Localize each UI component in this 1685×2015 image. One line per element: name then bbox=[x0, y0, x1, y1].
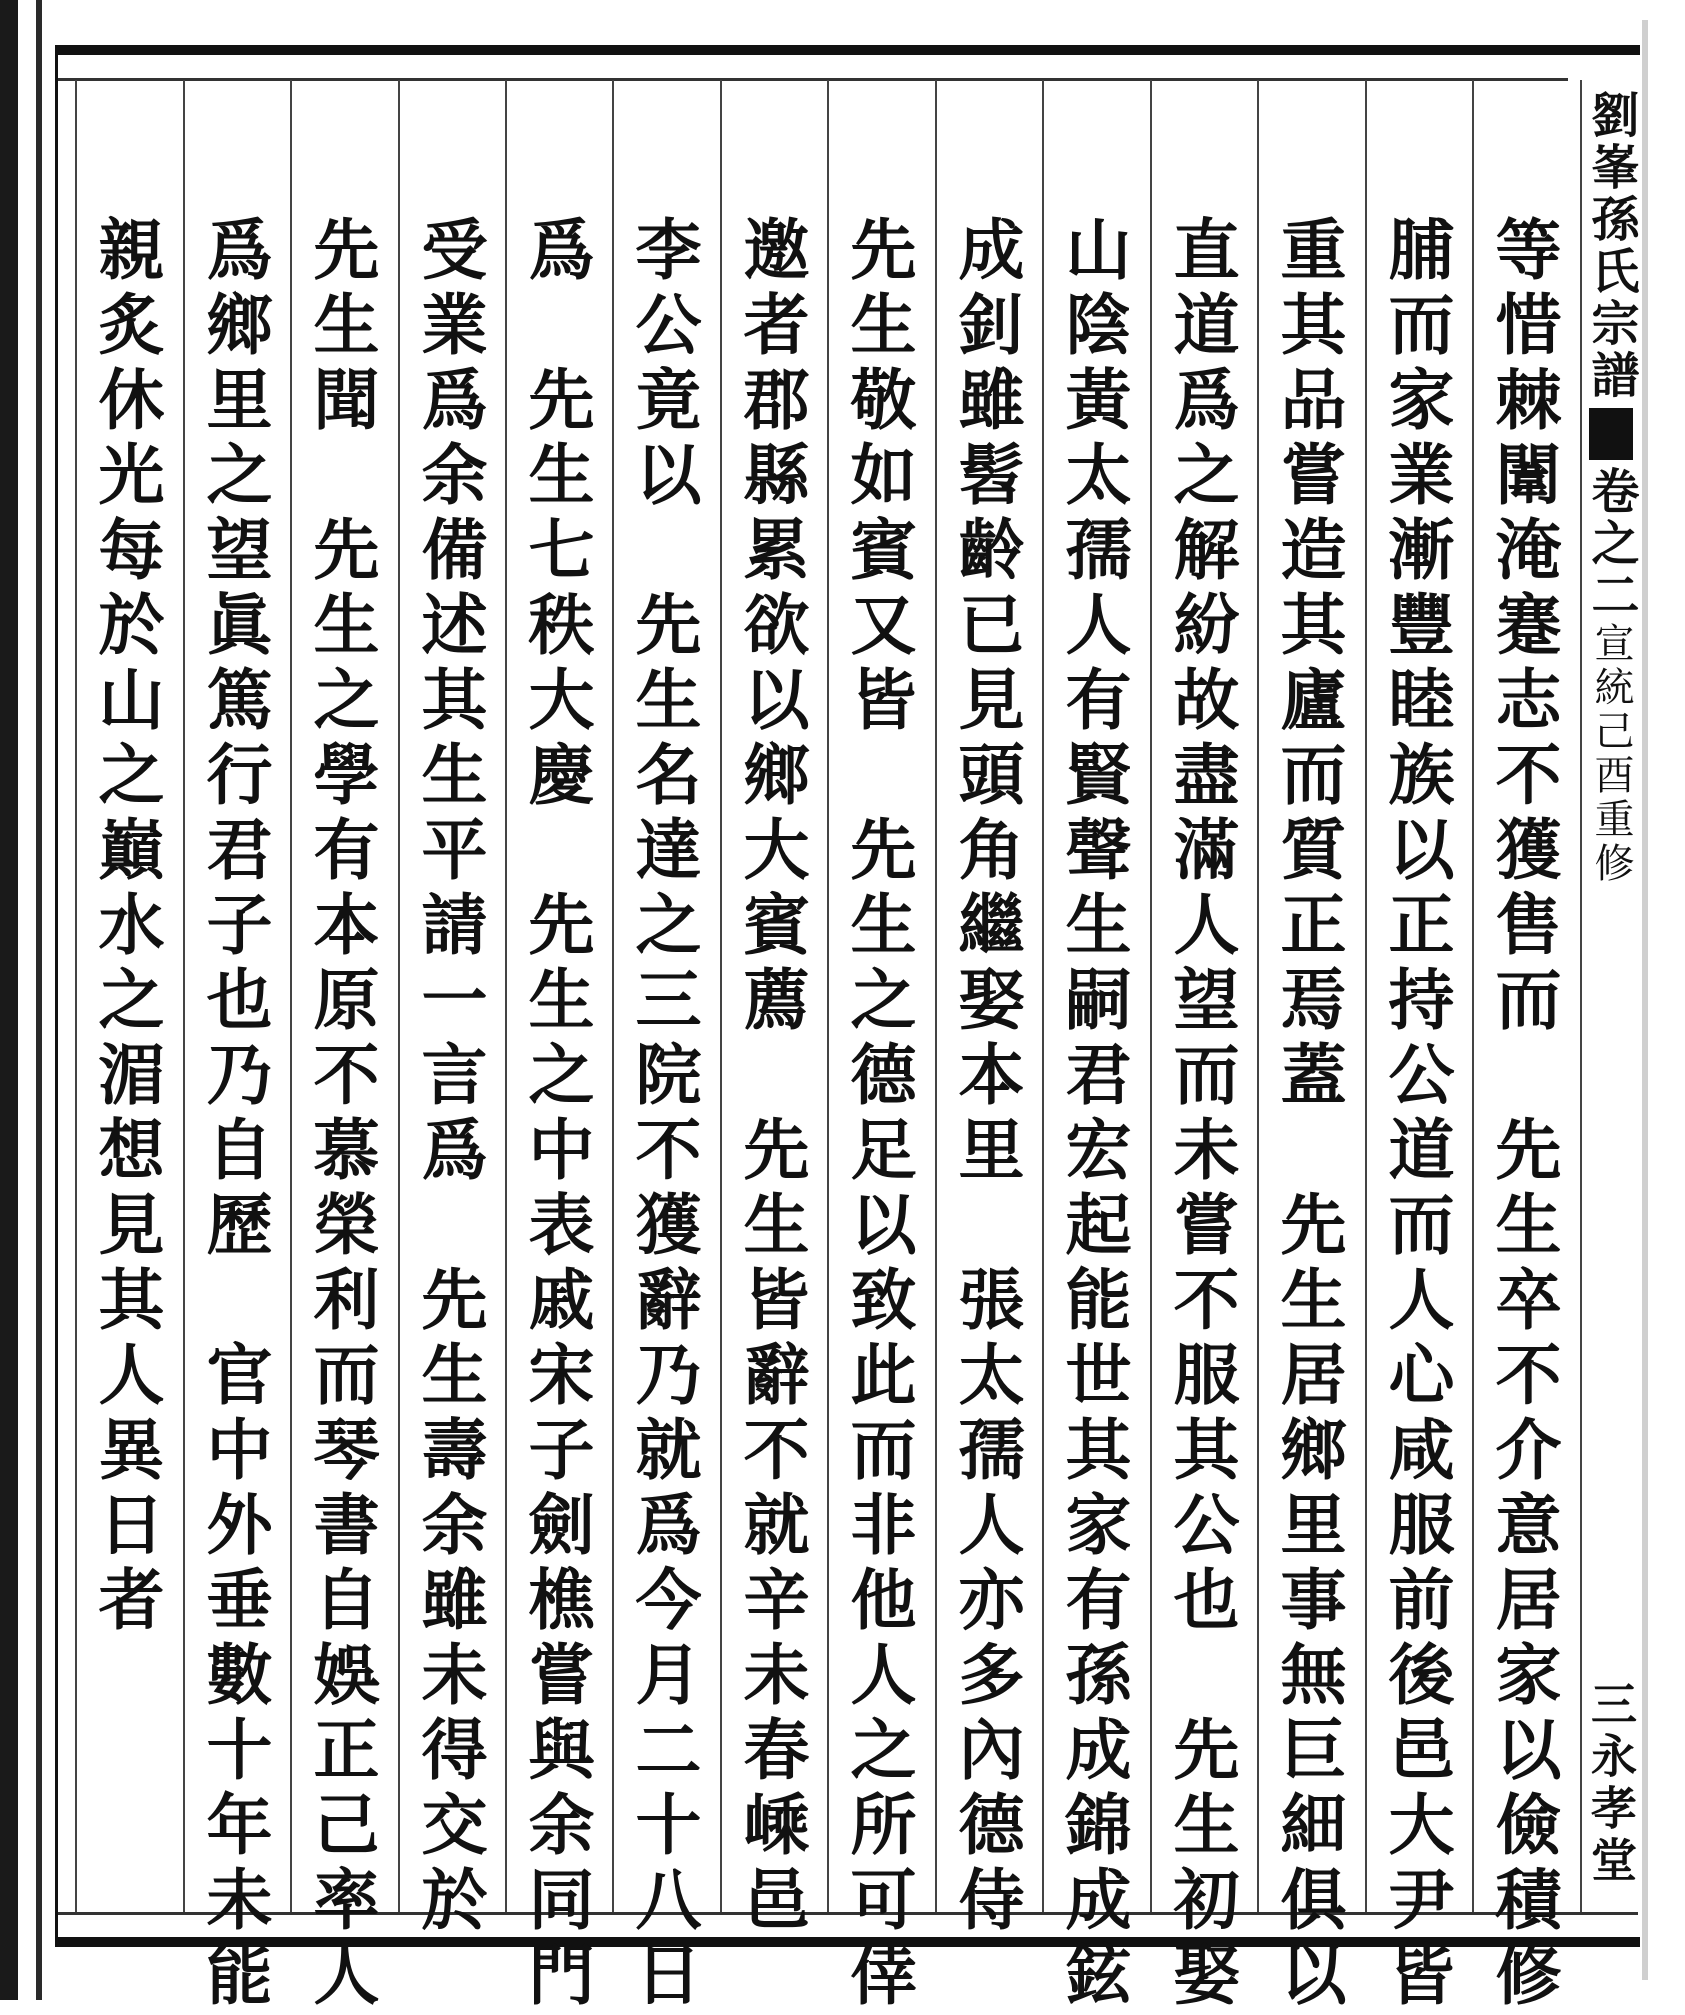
edition-label: 宣統己酉重修 bbox=[1588, 622, 1634, 886]
text-column-12: 先生聞 先生之學有本原不慕榮利而琴書自娛正己率人 bbox=[302, 215, 380, 2015]
text-column-4: 直道爲之解紛故盡滿人望而未嘗不服其公也 先生初娶 bbox=[1162, 215, 1240, 2015]
text-column-6: 成釗雖髫齡已見頭角繼娶本里 張太孺人亦多內德侍 bbox=[947, 215, 1025, 1940]
text-column-3: 重其品嘗造其廬而質正焉蓋 先生居鄉里事無巨細俱以 bbox=[1269, 215, 1347, 2015]
text-column-7: 先生敬如賓又皆 先生之德足以致此而非他人之所可倖 bbox=[839, 215, 917, 2015]
book-title: 劉峯孫氏宗譜 bbox=[1583, 90, 1639, 402]
page-right-edge bbox=[1642, 20, 1648, 1980]
text-column-9: 李公竟以 先生名達之三院不獲辭乃就爲今月二十八日 bbox=[624, 215, 702, 2015]
hall-name: 永孝堂 bbox=[1584, 1732, 1638, 1888]
text-column-14: 親炙休光每於山之巔水之湄想見其人異日者 bbox=[87, 215, 165, 1640]
text-column-11: 受業爲余備述其生平請一言爲 先生壽余雖未得交於 bbox=[410, 215, 488, 1940]
text-column-8: 邀者郡縣累欲以鄉大賓薦 先生皆辭不就辛未春嵊邑 bbox=[732, 215, 810, 1940]
text-column-1: 等惜棘闈淹蹇志不獲售而 先生卒不介意居家以儉積修 bbox=[1484, 215, 1562, 2015]
page-number: 三 bbox=[1584, 1680, 1638, 1732]
page-margin-column bbox=[1582, 80, 1640, 1912]
text-column-13: 爲鄉里之望眞篤行君子也乃自歷 官中外垂數十年未能 bbox=[195, 215, 273, 2015]
binding-gutter bbox=[0, 0, 18, 2000]
margin-page-block bbox=[1582, 1680, 1640, 1888]
frame-inner-top-rule bbox=[58, 78, 1568, 81]
text-column-10: 爲 先生七秩大慶 先生之中表戚宋子劍樵嘗與余同門 bbox=[517, 215, 595, 2015]
text-column-2: 脯而家業漸豐睦族以正持公道而人心咸服前後邑大尹皆 bbox=[1377, 215, 1455, 2015]
margin-title-block bbox=[1582, 90, 1640, 886]
volume-label: 卷之二 bbox=[1583, 466, 1639, 622]
text-column-5: 山陰黃太孺人有賢聲生嗣君宏起能世其家有孫成錦成鉉 bbox=[1054, 215, 1132, 2015]
gutter-rule bbox=[36, 0, 42, 2000]
fish-tail-mark bbox=[1589, 408, 1633, 460]
